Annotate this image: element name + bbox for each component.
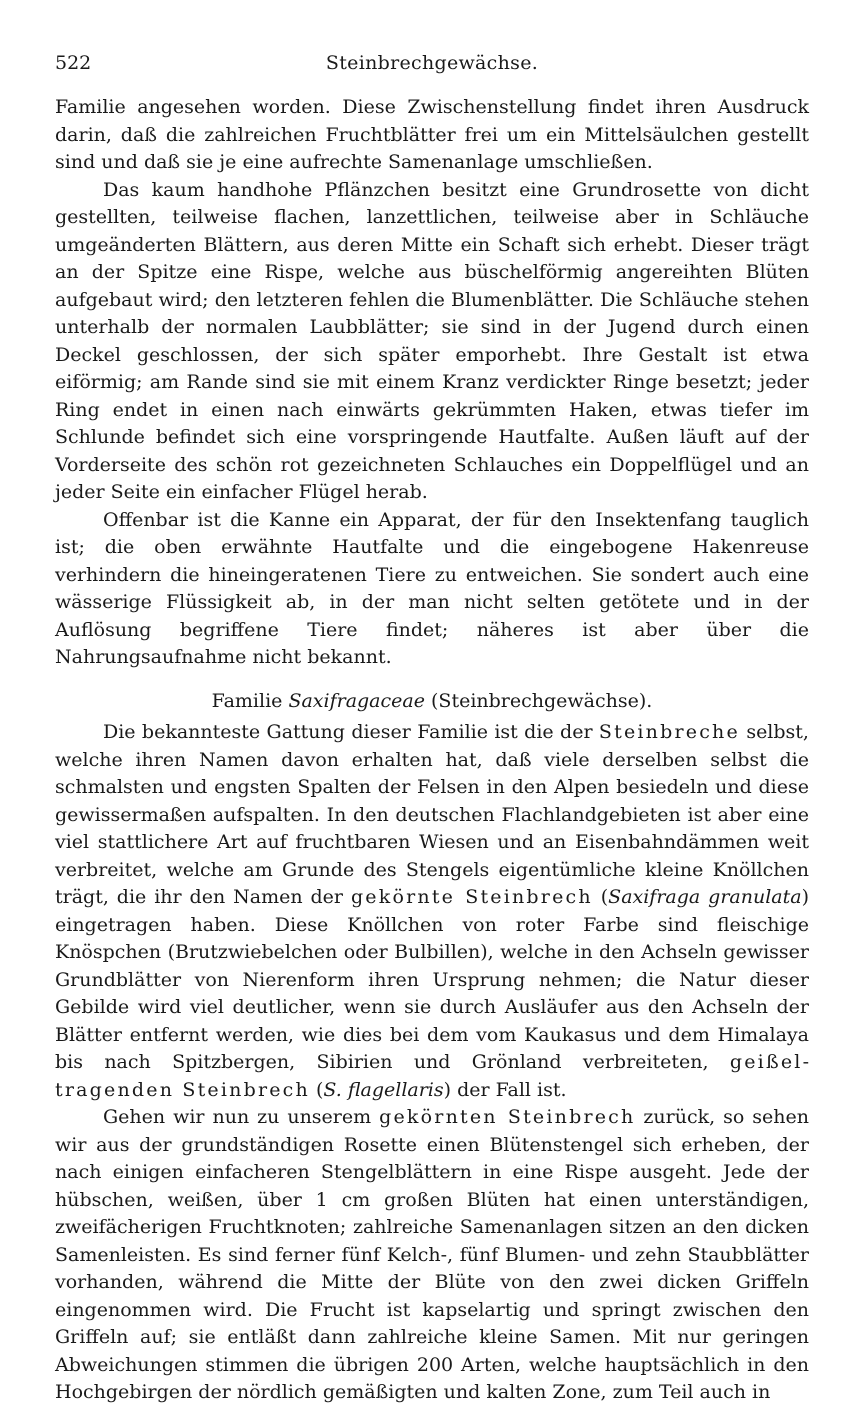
p5-text-2: zurück, so sehen wir aus der grundständigen Rosette einen Blütenstengel sich erheben, der nach einigen einfacheren Stengelblättern in eine Rispe ausgeht. Jede der hübschen, weißen, über 1 cm großen Blüten hat einen unterständigen, zweifächerigen Fruchtknoten; zahlreiche Samenanlagen sitzen an den dicken Samenleisten. Es sind ferner fünf Kelch-, fünf Blumen- und zehn Staubblätter vorhanden, während die Mitte der Blüte von den zwei dicken Griffeln eingenommen wird. Die Frucht ist kapselartig und springt zwischen den Griffeln auf; sie entläßt dann zahlreiche kleine Samen. Mit nur geringen Abweichungen stimmen die übrigen 200 Arten, welche hauptsächlich in den Hochgebirgen der nördlich gemäßigten und kalten Zone, zum Teil auch in [55, 1106, 809, 1403]
book-page [55, 52, 809, 1407]
heading-suffix: (Steinbrechgewächse). [431, 689, 653, 712]
p4-italic-1: Saxifraga granulata [608, 886, 802, 908]
p4-text-2: selbst, welche ihren Namen davon erhalten hat, daß viele derselben selbst die schmalsten und engsten Spalten der Felsen in den Alpen besiedeln und diese gewissermaßen aufspalten. In den deutschen Flachlandgebieten ist aber eine viel stattlichere Art auf fruchtbaren Wiesen und an Eisenbahndämmen weit verbreitet, welche am Grunde des Stengels eigentümliche kleine Knöllchen trägt, die ihr den Namen der [55, 721, 809, 908]
heading-latin-name: Saxifragaceae [288, 689, 425, 712]
paragraph-3: Offenbar ist die Kanne ein Apparat, der für den Insektenfang tauglich ist; die oben erwähnte Hautfalte und die eingebogene Hakenreuse verhindern die hineingeratenen Tiere zu entweichen. Sie sondert auch eine wässerige Flüssigkeit ab, in der man nicht selten getötete und in der Auflösung begriffene Tiere findet; näheres ist aber über die Nahrungsaufnahme nicht bekannt. [55, 508, 809, 668]
p4-text-6: ) der Fall ist. [443, 1078, 567, 1101]
p4-text-3: ( [600, 886, 609, 908]
p4-italic-2: S. flagellaris [323, 1078, 444, 1101]
paragraph-2: Das kaum handhohe Pflänzchen besitzt eine Grundrosette von dicht gestellten, teilweise flachen, lanzettlichen, teilweise aber in Schläuche umgeänderten Blättern, aus deren Mitte ein Schaft sich erhebt. Dieser trägt an der Spitze eine Rispe, welche aus büschelförmig angereihten Blüten aufgebaut wird; den letzteren fehlen die Blumenblätter. Die Schläuche stehen unterhalb der normalen Laubblätter; sie sind in der Jugend durch einen Deckel geschlossen, der sich später emporhebt. Ihre Gestalt ist etwa eiförmig; am Rande sind sie mit einem Kranz verdickter Ringe besetzt; jeder Ring endet in einen nach einwärts gekrümmten Haken, etwas tiefer im Schlunde befindet sich eine vorspringende Hautfalte. Außen läuft auf der Vorderseite des schön rot gezeichneten Schlauches ein Doppelflügel und an jeder Seite ein einfacher Flügel herab. [55, 178, 809, 503]
paragraph-4 [55, 719, 809, 1104]
p4-spaced-1: Steinbreche [598, 721, 740, 743]
p4-text-5: ( [316, 1078, 324, 1101]
p4-text-4: ) eingetragen haben. Diese Knöllchen von roter Farbe sind fleischige Knöspchen (Brutzwiebelchen oder Bulbillen), welche in den Achseln gewisser Grundblätter von Nierenform ihren Ursprung nehmen; die Natur dieser Gebilde wird viel deutlicher, wenn sie durch Ausläufer aus den Achseln der Blätter entfernt werden, wie dies bei dem vom Kaukasus und dem Himalaya bis nach Spitzbergen, Sibirien und Grönland verbreiteten, [55, 886, 810, 1073]
running-head [55, 52, 809, 82]
running-title: Steinbrechgewächse. [325, 52, 539, 74]
heading-prefix: Familie [211, 689, 283, 712]
p4-spaced-3: geißeltragenden Steinbrech [55, 1051, 809, 1101]
section-heading [55, 688, 809, 716]
paragraph-1: Familie angesehen worden. Diese Zwischenstellung findet ihren Ausdruck darin, daß die zahlreichen Fruchtblätter frei um ein Mittelsäulchen gestellt sind und daß sie je eine aufrechte Samenanlage umschließen. [55, 96, 809, 173]
p5-text-1: Gehen wir nun zu unserem [103, 1106, 372, 1128]
page-number: 522 [55, 52, 92, 74]
paragraph-5 [55, 1104, 809, 1407]
p5-spaced-1: gekörnten Steinbrech [379, 1106, 636, 1128]
p4-text-1: Die bekannteste Gattung dieser Familie ist die der [103, 721, 593, 743]
p4-spaced-2: gekörnte Steinbrech [350, 886, 593, 908]
